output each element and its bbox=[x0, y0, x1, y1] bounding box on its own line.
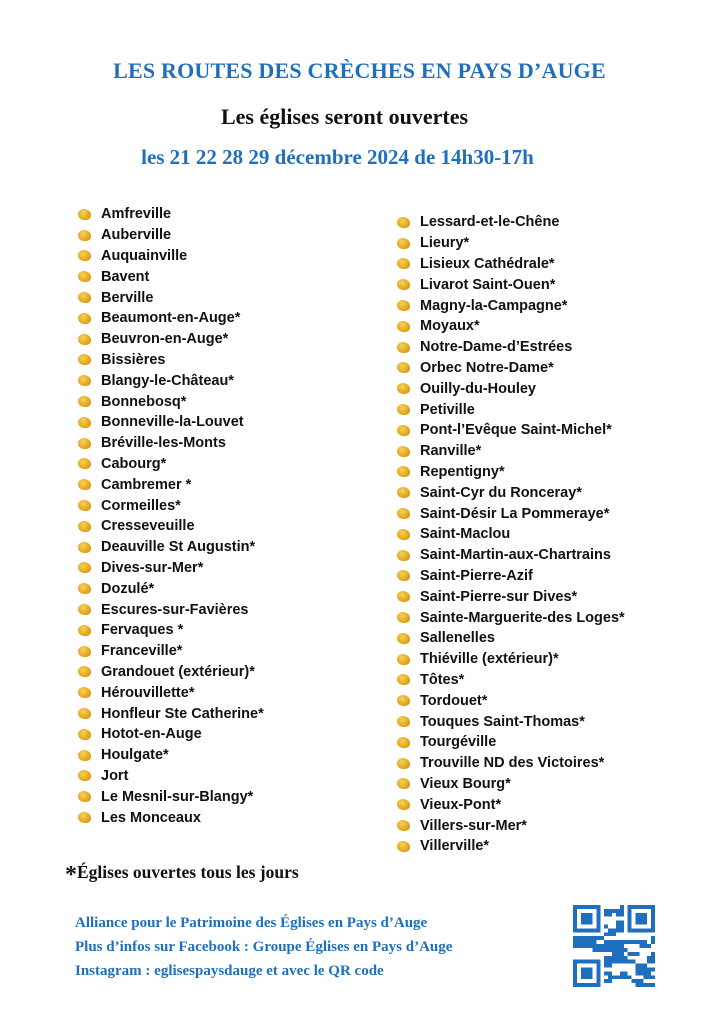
church-name: Saint-Pierre-sur Dives* bbox=[420, 588, 578, 605]
church-name: Repentigny* bbox=[420, 463, 505, 480]
church-name: Moyaux* bbox=[420, 318, 480, 335]
footnote-star: * bbox=[65, 862, 77, 888]
church-list-item bbox=[397, 690, 625, 711]
gold-bullet-icon bbox=[78, 396, 91, 407]
church-list-item bbox=[397, 420, 625, 441]
gold-bullet-icon bbox=[78, 209, 91, 220]
gold-bullet-icon bbox=[397, 778, 410, 789]
church-name: Livarot Saint-Ouen* bbox=[420, 276, 556, 293]
gold-bullet-icon bbox=[397, 258, 410, 269]
church-list-item bbox=[78, 350, 264, 371]
page-title: LES ROUTES DES CRÈCHES EN PAYS D’AUGE bbox=[113, 58, 606, 83]
church-list-item bbox=[397, 794, 625, 815]
church-name: Fervaques * bbox=[101, 622, 184, 639]
gold-bullet-icon bbox=[78, 375, 91, 386]
church-list-item bbox=[78, 287, 264, 308]
gold-bullet-icon bbox=[78, 666, 91, 677]
church-name: Tôtes* bbox=[420, 671, 465, 688]
church-list-item bbox=[397, 774, 625, 795]
church-list-item bbox=[397, 274, 625, 295]
gold-bullet-icon bbox=[397, 238, 410, 249]
church-name: Trouville ND des Victoires* bbox=[420, 755, 605, 772]
church-list-item bbox=[78, 204, 264, 225]
gold-bullet-icon bbox=[78, 521, 91, 532]
church-list-item bbox=[397, 358, 625, 379]
qr-code-icon[interactable] bbox=[573, 905, 655, 987]
church-list-item bbox=[397, 545, 625, 566]
church-list-item bbox=[397, 295, 625, 316]
church-list-item bbox=[397, 337, 625, 358]
gold-bullet-icon bbox=[78, 562, 91, 573]
church-name: Cambremer * bbox=[101, 476, 192, 493]
church-list-item bbox=[397, 482, 625, 503]
footer-line-instagram: Instagram : eglisespaysdauge et avec le QR code bbox=[75, 963, 384, 979]
church-name: Auquainville bbox=[101, 247, 188, 264]
church-name: Sainte-Marguerite-des Loges* bbox=[420, 609, 625, 626]
church-name: Blangy-le-Château* bbox=[101, 372, 234, 389]
church-list-item bbox=[78, 578, 264, 599]
church-list-item bbox=[78, 786, 264, 807]
gold-bullet-icon bbox=[397, 716, 410, 727]
church-name: Bissières bbox=[101, 351, 166, 368]
event-dates: les 21 22 28 29 décembre 2024 de 14h30-17h bbox=[141, 145, 534, 169]
church-name: Saint-Maclou bbox=[420, 526, 511, 543]
gold-bullet-icon bbox=[78, 417, 91, 428]
gold-bullet-icon bbox=[78, 438, 91, 449]
church-name: Petiville bbox=[420, 401, 475, 418]
gold-bullet-icon bbox=[397, 695, 410, 706]
church-list-item bbox=[78, 766, 264, 787]
gold-bullet-icon bbox=[78, 354, 91, 365]
church-name: Lessard-et-le-Chêne bbox=[420, 214, 560, 231]
church-list-item bbox=[78, 724, 264, 745]
church-name: Magny-la-Campagne* bbox=[420, 297, 568, 314]
church-list-item bbox=[397, 628, 625, 649]
church-name: Dozulé* bbox=[101, 580, 155, 597]
church-list-item bbox=[78, 329, 264, 350]
gold-bullet-icon bbox=[78, 729, 91, 740]
gold-bullet-icon bbox=[397, 799, 410, 810]
church-list-item bbox=[78, 246, 264, 267]
church-list-item bbox=[397, 607, 625, 628]
church-list-item bbox=[78, 495, 264, 516]
church-list-item bbox=[397, 836, 625, 857]
church-name: Beaumont-en-Auge* bbox=[101, 310, 241, 327]
page-subtitle: Les églises seront ouvertes bbox=[220, 104, 469, 129]
gold-bullet-icon bbox=[78, 625, 91, 636]
gold-bullet-icon bbox=[397, 404, 410, 415]
church-list-item bbox=[397, 233, 625, 254]
church-name: Lisieux Cathédrale* bbox=[420, 255, 555, 272]
church-name: Pont-l’Evêque Saint-Michel* bbox=[420, 422, 612, 439]
church-name: Les Monceaux bbox=[101, 809, 201, 826]
gold-bullet-icon bbox=[397, 487, 410, 498]
church-list-item bbox=[78, 391, 264, 412]
church-name: Saint-Désir La Pommeraye* bbox=[420, 505, 610, 522]
church-name: Vieux Bourg* bbox=[420, 775, 511, 792]
gold-bullet-icon bbox=[397, 446, 410, 457]
gold-bullet-icon bbox=[397, 300, 410, 311]
gold-bullet-icon bbox=[78, 542, 91, 553]
gold-bullet-icon bbox=[78, 271, 91, 282]
gold-bullet-icon bbox=[397, 758, 410, 769]
gold-bullet-icon bbox=[78, 770, 91, 781]
church-list-item bbox=[78, 433, 264, 454]
church-list-item bbox=[78, 454, 264, 475]
church-name: Berville bbox=[101, 289, 154, 306]
church-list-item bbox=[78, 474, 264, 495]
church-list-right bbox=[397, 212, 625, 857]
gold-bullet-icon bbox=[78, 334, 91, 345]
gold-bullet-icon bbox=[397, 820, 410, 831]
gold-bullet-icon bbox=[78, 230, 91, 241]
church-list-item bbox=[397, 711, 625, 732]
church-list-item bbox=[397, 566, 625, 587]
church-list-item bbox=[78, 308, 264, 329]
gold-bullet-icon bbox=[397, 737, 410, 748]
church-list-item bbox=[397, 462, 625, 483]
church-name: Saint-Pierre-Azif bbox=[420, 567, 533, 584]
church-list-item bbox=[78, 516, 264, 537]
gold-bullet-icon bbox=[397, 654, 410, 665]
church-list-item bbox=[78, 266, 264, 287]
gold-bullet-icon bbox=[397, 591, 410, 602]
footnote bbox=[65, 862, 299, 889]
gold-bullet-icon bbox=[397, 612, 410, 623]
gold-bullet-icon bbox=[397, 425, 410, 436]
church-name: Touques Saint-Thomas* bbox=[420, 713, 585, 730]
church-list-item bbox=[78, 558, 264, 579]
church-list-item bbox=[397, 732, 625, 753]
gold-bullet-icon bbox=[397, 217, 410, 228]
gold-bullet-icon bbox=[78, 250, 91, 261]
footnote-text: Églises ouvertes tous les jours bbox=[77, 862, 299, 882]
gold-bullet-icon bbox=[397, 508, 410, 519]
church-list-item bbox=[397, 670, 625, 691]
church-name: Grandouet (extérieur)* bbox=[101, 663, 255, 680]
church-list-item bbox=[78, 745, 264, 766]
church-list-item bbox=[397, 212, 625, 233]
church-name: Bonnebosq* bbox=[101, 393, 187, 410]
gold-bullet-icon bbox=[78, 812, 91, 823]
church-name: Cormeilles* bbox=[101, 497, 181, 514]
church-list-item bbox=[78, 807, 264, 828]
gold-bullet-icon bbox=[397, 570, 410, 581]
church-name: Deauville St Augustin* bbox=[101, 539, 256, 556]
church-list-item bbox=[397, 316, 625, 337]
church-name: Tordouet* bbox=[420, 692, 488, 709]
church-name: Bréville-les-Monts bbox=[101, 435, 226, 452]
church-list-item bbox=[397, 441, 625, 462]
church-list-item bbox=[397, 503, 625, 524]
church-list-item bbox=[78, 225, 264, 246]
church-list-item bbox=[78, 703, 264, 724]
church-name: Jort bbox=[101, 767, 129, 784]
church-list-item bbox=[397, 524, 625, 545]
church-list-item bbox=[78, 662, 264, 683]
gold-bullet-icon bbox=[397, 841, 410, 852]
church-name: Honfleur Ste Catherine* bbox=[101, 705, 264, 722]
gold-bullet-icon bbox=[397, 321, 410, 332]
gold-bullet-icon bbox=[78, 583, 91, 594]
church-name: Houlgate* bbox=[101, 747, 169, 764]
gold-bullet-icon bbox=[397, 342, 410, 353]
gold-bullet-icon bbox=[78, 646, 91, 657]
footer-line-alliance: Alliance pour le Patrimoine des Églises en Pays d’Auge bbox=[75, 915, 428, 931]
church-name: Bonneville-la-Louvet bbox=[101, 414, 244, 431]
gold-bullet-icon bbox=[397, 529, 410, 540]
gold-bullet-icon bbox=[78, 458, 91, 469]
church-name: Villers-sur-Mer* bbox=[420, 817, 527, 834]
gold-bullet-icon bbox=[397, 633, 410, 644]
gold-bullet-icon bbox=[78, 479, 91, 490]
church-name: Beuvron-en-Auge* bbox=[101, 331, 229, 348]
church-list-item bbox=[397, 586, 625, 607]
church-name: Hotot-en-Auge bbox=[101, 726, 202, 743]
church-list-item bbox=[78, 599, 264, 620]
gold-bullet-icon bbox=[78, 313, 91, 324]
church-name: Tourgéville bbox=[420, 734, 497, 751]
church-name: Sallenelles bbox=[420, 630, 495, 647]
gold-bullet-icon bbox=[78, 500, 91, 511]
church-name: Amfreville bbox=[101, 206, 172, 223]
church-name: Cabourg* bbox=[101, 455, 167, 472]
church-name: Ouilly-du-Houley bbox=[420, 380, 536, 397]
gold-bullet-icon bbox=[397, 362, 410, 373]
church-list-item bbox=[78, 641, 264, 662]
church-name: Hérouvillette* bbox=[101, 684, 195, 701]
church-list-item bbox=[397, 649, 625, 670]
church-name: Dives-sur-Mer* bbox=[101, 559, 204, 576]
church-list-item bbox=[78, 537, 264, 558]
church-name: Franceville* bbox=[101, 643, 183, 660]
church-list-item bbox=[78, 682, 264, 703]
church-name: Lieury* bbox=[420, 235, 470, 252]
church-name: Escures-sur-Favières bbox=[101, 601, 249, 618]
church-name: Vieux-Pont* bbox=[420, 796, 502, 813]
church-name: Orbec Notre-Dame* bbox=[420, 359, 554, 376]
church-list-item bbox=[397, 753, 625, 774]
church-name: Ranville* bbox=[420, 443, 482, 460]
church-name: Bavent bbox=[101, 268, 150, 285]
church-list-left bbox=[78, 204, 264, 828]
church-name: Auberville bbox=[101, 227, 172, 244]
gold-bullet-icon bbox=[78, 292, 91, 303]
gold-bullet-icon bbox=[78, 687, 91, 698]
church-name: Le Mesnil-sur-Blangy* bbox=[101, 788, 254, 805]
church-name: Thiéville (extérieur)* bbox=[420, 651, 559, 668]
gold-bullet-icon bbox=[397, 383, 410, 394]
gold-bullet-icon bbox=[78, 708, 91, 719]
church-list-item bbox=[78, 370, 264, 391]
footer-line-facebook: Plus d’infos sur Facebook : Groupe Églises en Pays d’Auge bbox=[75, 939, 453, 955]
church-name: Villerville* bbox=[420, 838, 490, 855]
gold-bullet-icon bbox=[78, 791, 91, 802]
gold-bullet-icon bbox=[397, 674, 410, 685]
church-name: Saint-Martin-aux-Chartrains bbox=[420, 547, 611, 564]
church-list-item bbox=[397, 399, 625, 420]
church-list-item bbox=[397, 815, 625, 836]
church-list-item bbox=[397, 378, 625, 399]
gold-bullet-icon bbox=[397, 279, 410, 290]
gold-bullet-icon bbox=[78, 750, 91, 761]
gold-bullet-icon bbox=[397, 550, 410, 561]
gold-bullet-icon bbox=[78, 604, 91, 615]
church-name: Cresseveuille bbox=[101, 518, 195, 535]
church-list-item bbox=[78, 412, 264, 433]
gold-bullet-icon bbox=[397, 466, 410, 477]
church-name: Saint-Cyr du Ronceray* bbox=[420, 484, 582, 501]
church-name: Notre-Dame-d’Estrées bbox=[420, 339, 573, 356]
church-list-item bbox=[397, 254, 625, 275]
church-list-item bbox=[78, 620, 264, 641]
